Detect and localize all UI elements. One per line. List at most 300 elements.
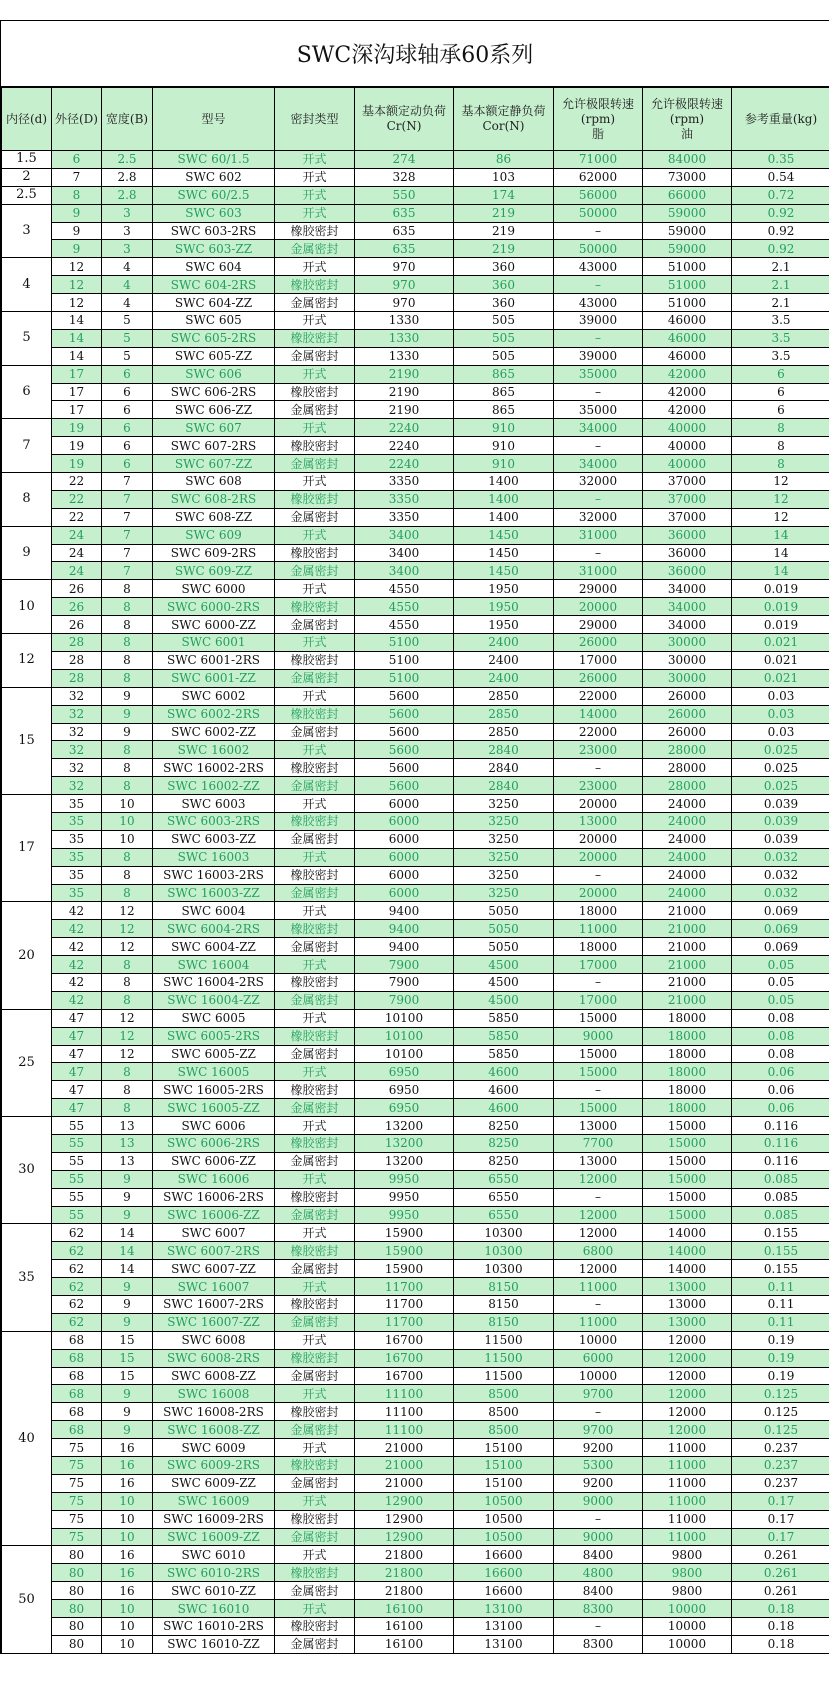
- cell-speed-grease: 20000: [554, 848, 643, 866]
- table-row: [2, 741, 829, 759]
- cell-weight: 0.069: [732, 920, 829, 938]
- table-row: [2, 1027, 829, 1045]
- cell-dynamic-load: 6950: [355, 1063, 454, 1081]
- cell-dynamic-load: 7900: [355, 991, 454, 1009]
- cell-seal-type: 开式: [275, 580, 355, 598]
- cell-seal-type: 开式: [275, 1600, 355, 1618]
- cell-width: 6: [102, 437, 153, 455]
- cell-width: 8: [102, 866, 153, 884]
- cell-weight: 8: [732, 419, 829, 437]
- cell-outer-diameter: 28: [52, 651, 102, 669]
- cell-outer-diameter: 42: [52, 920, 102, 938]
- cell-dynamic-load: 9400: [355, 920, 454, 938]
- cell-model: SWC 609: [153, 526, 275, 544]
- cell-model: SWC 6000-ZZ: [153, 616, 275, 634]
- table-row: [2, 1278, 829, 1296]
- cell-outer-diameter: 68: [52, 1385, 102, 1403]
- cell-seal-type: 开式: [275, 1170, 355, 1188]
- table-row: [2, 1188, 829, 1206]
- table-row: [2, 991, 829, 1009]
- cell-speed-grease: –: [554, 329, 643, 347]
- cell-weight: 0.18: [732, 1618, 829, 1636]
- table-row: [2, 1170, 829, 1188]
- cell-width: 12: [102, 902, 153, 920]
- cell-outer-diameter: 47: [52, 1099, 102, 1117]
- cell-width: 9: [102, 1403, 153, 1421]
- cell-dynamic-load: 12900: [355, 1528, 454, 1546]
- cell-seal-type: 金属密封: [275, 455, 355, 473]
- cell-dynamic-load: 10100: [355, 1045, 454, 1063]
- cell-dynamic-load: 3400: [355, 526, 454, 544]
- cell-weight: 0.92: [732, 222, 829, 240]
- cell-seal-type: 橡胶密封: [275, 1349, 355, 1367]
- table-row: [2, 777, 829, 795]
- cell-speed-grease: 23000: [554, 741, 643, 759]
- cell-seal-type: 金属密封: [275, 1367, 355, 1385]
- cell-static-load: 8250: [454, 1134, 554, 1152]
- spreadsheet: [0, 20, 829, 1654]
- table-row: [2, 151, 829, 169]
- cell-inner-diameter: 35: [2, 1224, 52, 1331]
- cell-speed-grease: 6000: [554, 1349, 643, 1367]
- cell-model: SWC 6010-2RS: [153, 1564, 275, 1582]
- cell-static-load: 10500: [454, 1492, 554, 1510]
- cell-speed-grease: 9700: [554, 1421, 643, 1439]
- cell-dynamic-load: 970: [355, 258, 454, 276]
- cell-weight: 14: [732, 562, 829, 580]
- cell-speed-grease: 29000: [554, 616, 643, 634]
- cell-seal-type: 开式: [275, 795, 355, 813]
- cell-width: 12: [102, 1009, 153, 1027]
- cell-weight: 2.1: [732, 294, 829, 312]
- table-row: [2, 1242, 829, 1260]
- cell-speed-grease: 9000: [554, 1492, 643, 1510]
- cell-outer-diameter: 9: [52, 222, 102, 240]
- table-row: [2, 938, 829, 956]
- table-row: [2, 562, 829, 580]
- cell-width: 8: [102, 1099, 153, 1117]
- cell-model: SWC 6008-ZZ: [153, 1367, 275, 1385]
- table-row: [2, 1421, 829, 1439]
- cell-dynamic-load: 13200: [355, 1117, 454, 1135]
- cell-speed-oil: 21000: [643, 973, 732, 991]
- cell-width: 6: [102, 419, 153, 437]
- cell-seal-type: 金属密封: [275, 1206, 355, 1224]
- cell-outer-diameter: 32: [52, 759, 102, 777]
- cell-static-load: 1400: [454, 473, 554, 491]
- cell-model: SWC 6009-ZZ: [153, 1474, 275, 1492]
- cell-weight: 0.261: [732, 1546, 829, 1564]
- cell-inner-diameter: 9: [2, 526, 52, 580]
- cell-dynamic-load: 12900: [355, 1492, 454, 1510]
- cell-seal-type: 金属密封: [275, 401, 355, 419]
- cell-static-load: 11500: [454, 1367, 554, 1385]
- cell-speed-oil: 18000: [643, 1081, 732, 1099]
- cell-inner-diameter: 50: [2, 1546, 52, 1653]
- cell-inner-diameter: 2: [2, 168, 52, 186]
- bearing-table: [1, 87, 829, 1654]
- cell-static-load: 13100: [454, 1600, 554, 1618]
- cell-width: 8: [102, 884, 153, 902]
- cell-model: SWC 6000: [153, 580, 275, 598]
- cell-model: SWC 604-ZZ: [153, 294, 275, 312]
- cell-model: SWC 16008-2RS: [153, 1403, 275, 1421]
- cell-dynamic-load: 5100: [355, 634, 454, 652]
- cell-model: SWC 6004: [153, 902, 275, 920]
- cell-outer-diameter: 68: [52, 1367, 102, 1385]
- cell-width: 12: [102, 938, 153, 956]
- cell-model: SWC 603-ZZ: [153, 240, 275, 258]
- cell-dynamic-load: 6000: [355, 830, 454, 848]
- cell-weight: 0.116: [732, 1117, 829, 1135]
- cell-width: 8: [102, 956, 153, 974]
- cell-outer-diameter: 32: [52, 777, 102, 795]
- cell-dynamic-load: 6000: [355, 812, 454, 830]
- cell-inner-diameter: 25: [2, 1009, 52, 1116]
- header-outer-diameter: 外径(D): [52, 88, 102, 151]
- cell-speed-grease: 15000: [554, 1063, 643, 1081]
- cell-seal-type: 开式: [275, 1331, 355, 1349]
- cell-width: 16: [102, 1564, 153, 1582]
- cell-seal-type: 开式: [275, 365, 355, 383]
- cell-outer-diameter: 47: [52, 1045, 102, 1063]
- cell-speed-oil: 11000: [643, 1457, 732, 1475]
- cell-weight: 3.5: [732, 312, 829, 330]
- cell-static-load: 1950: [454, 598, 554, 616]
- header-weight: 参考重量(kg): [732, 88, 829, 151]
- cell-speed-grease: 13000: [554, 1117, 643, 1135]
- cell-outer-diameter: 28: [52, 634, 102, 652]
- cell-speed-oil: 21000: [643, 991, 732, 1009]
- cell-speed-oil: 24000: [643, 812, 732, 830]
- cell-weight: 0.237: [732, 1474, 829, 1492]
- cell-model: SWC 608: [153, 473, 275, 491]
- cell-speed-grease: –: [554, 1403, 643, 1421]
- cell-static-load: 10500: [454, 1510, 554, 1528]
- cell-outer-diameter: 68: [52, 1349, 102, 1367]
- cell-outer-diameter: 35: [52, 866, 102, 884]
- cell-weight: 0.021: [732, 669, 829, 687]
- cell-model: SWC 16010: [153, 1600, 275, 1618]
- cell-outer-diameter: 55: [52, 1152, 102, 1170]
- table-row: [2, 1403, 829, 1421]
- cell-seal-type: 金属密封: [275, 240, 355, 258]
- cell-dynamic-load: 2240: [355, 455, 454, 473]
- cell-speed-oil: 15000: [643, 1117, 732, 1135]
- table-row: [2, 276, 829, 294]
- cell-model: SWC 6002-ZZ: [153, 723, 275, 741]
- cell-speed-oil: 40000: [643, 455, 732, 473]
- cell-speed-grease: 6800: [554, 1242, 643, 1260]
- cell-speed-grease: 26000: [554, 669, 643, 687]
- cell-speed-oil: 12000: [643, 1349, 732, 1367]
- cell-model: SWC 6009: [153, 1439, 275, 1457]
- cell-outer-diameter: 6: [52, 151, 102, 169]
- cell-outer-diameter: 47: [52, 1081, 102, 1099]
- cell-weight: 0.039: [732, 830, 829, 848]
- cell-width: 10: [102, 812, 153, 830]
- cell-seal-type: 开式: [275, 1278, 355, 1296]
- header-seal-type: 密封类型: [275, 88, 355, 151]
- cell-weight: 0.261: [732, 1564, 829, 1582]
- cell-model: SWC 6008-2RS: [153, 1349, 275, 1367]
- cell-seal-type: 橡胶密封: [275, 1027, 355, 1045]
- cell-dynamic-load: 13200: [355, 1152, 454, 1170]
- cell-speed-grease: 13000: [554, 812, 643, 830]
- cell-outer-diameter: 12: [52, 294, 102, 312]
- cell-dynamic-load: 9400: [355, 902, 454, 920]
- cell-seal-type: 开式: [275, 473, 355, 491]
- cell-static-load: 4600: [454, 1063, 554, 1081]
- cell-dynamic-load: 5600: [355, 741, 454, 759]
- cell-speed-grease: 39000: [554, 347, 643, 365]
- cell-weight: 3.5: [732, 347, 829, 365]
- cell-static-load: 4500: [454, 973, 554, 991]
- cell-weight: 0.08: [732, 1045, 829, 1063]
- cell-model: SWC 607-ZZ: [153, 455, 275, 473]
- cell-speed-grease: 15000: [554, 1099, 643, 1117]
- cell-speed-oil: 21000: [643, 938, 732, 956]
- cell-seal-type: 开式: [275, 1492, 355, 1510]
- cell-dynamic-load: 970: [355, 276, 454, 294]
- table-row: [2, 1582, 829, 1600]
- cell-speed-grease: –: [554, 1188, 643, 1206]
- cell-weight: 0.19: [732, 1349, 829, 1367]
- cell-dynamic-load: 9950: [355, 1188, 454, 1206]
- cell-width: 8: [102, 598, 153, 616]
- cell-width: 9: [102, 1313, 153, 1331]
- cell-dynamic-load: 16100: [355, 1635, 454, 1653]
- cell-width: 8: [102, 741, 153, 759]
- cell-static-load: 2400: [454, 634, 554, 652]
- cell-model: SWC 16006-2RS: [153, 1188, 275, 1206]
- cell-inner-diameter: 5: [2, 312, 52, 366]
- cell-width: 8: [102, 1063, 153, 1081]
- cell-model: SWC 16006-ZZ: [153, 1206, 275, 1224]
- cell-speed-oil: 12000: [643, 1331, 732, 1349]
- cell-weight: 0.72: [732, 186, 829, 204]
- table-row: [2, 258, 829, 276]
- cell-speed-grease: 9700: [554, 1385, 643, 1403]
- cell-speed-oil: 36000: [643, 526, 732, 544]
- table-row: [2, 526, 829, 544]
- cell-model: SWC 16004-2RS: [153, 973, 275, 991]
- cell-weight: 2.1: [732, 276, 829, 294]
- cell-dynamic-load: 21000: [355, 1457, 454, 1475]
- cell-speed-grease: 12000: [554, 1224, 643, 1242]
- cell-dynamic-load: 21800: [355, 1546, 454, 1564]
- cell-width: 9: [102, 1278, 153, 1296]
- header-row: [2, 88, 829, 151]
- cell-width: 6: [102, 383, 153, 401]
- cell-dynamic-load: 7900: [355, 956, 454, 974]
- table-row: [2, 759, 829, 777]
- cell-dynamic-load: 635: [355, 240, 454, 258]
- cell-speed-oil: 14000: [643, 1260, 732, 1278]
- cell-static-load: 13100: [454, 1635, 554, 1653]
- cell-dynamic-load: 16100: [355, 1600, 454, 1618]
- cell-outer-diameter: 47: [52, 1063, 102, 1081]
- cell-seal-type: 橡胶密封: [275, 1618, 355, 1636]
- cell-weight: 0.116: [732, 1152, 829, 1170]
- cell-dynamic-load: 2190: [355, 383, 454, 401]
- cell-weight: 0.18: [732, 1635, 829, 1653]
- cell-width: 16: [102, 1546, 153, 1564]
- table-row: [2, 1600, 829, 1618]
- cell-seal-type: 开式: [275, 419, 355, 437]
- cell-model: SWC 6006-ZZ: [153, 1152, 275, 1170]
- cell-speed-grease: 12000: [554, 1260, 643, 1278]
- table-row: [2, 508, 829, 526]
- cell-speed-oil: 11000: [643, 1528, 732, 1546]
- cell-weight: 0.19: [732, 1331, 829, 1349]
- cell-speed-oil: 18000: [643, 1063, 732, 1081]
- cell-dynamic-load: 21800: [355, 1582, 454, 1600]
- cell-model: SWC 6010-ZZ: [153, 1582, 275, 1600]
- cell-dynamic-load: 6950: [355, 1099, 454, 1117]
- cell-seal-type: 金属密封: [275, 347, 355, 365]
- cell-speed-grease: 34000: [554, 455, 643, 473]
- cell-weight: 0.03: [732, 723, 829, 741]
- cell-speed-grease: –: [554, 1296, 643, 1314]
- cell-seal-type: 橡胶密封: [275, 1296, 355, 1314]
- cell-static-load: 2400: [454, 669, 554, 687]
- cell-weight: 0.019: [732, 616, 829, 634]
- cell-weight: 0.019: [732, 580, 829, 598]
- cell-weight: 0.237: [732, 1457, 829, 1475]
- cell-speed-grease: –: [554, 1081, 643, 1099]
- cell-weight: 0.032: [732, 884, 829, 902]
- cell-model: SWC 606: [153, 365, 275, 383]
- cell-model: SWC 6003-2RS: [153, 812, 275, 830]
- cell-static-load: 865: [454, 365, 554, 383]
- cell-seal-type: 金属密封: [275, 991, 355, 1009]
- cell-speed-oil: 10000: [643, 1600, 732, 1618]
- cell-speed-oil: 15000: [643, 1170, 732, 1188]
- cell-width: 9: [102, 1188, 153, 1206]
- cell-static-load: 6550: [454, 1188, 554, 1206]
- table-row: [2, 902, 829, 920]
- cell-dynamic-load: 11700: [355, 1296, 454, 1314]
- cell-dynamic-load: 9950: [355, 1170, 454, 1188]
- cell-width: 7: [102, 490, 153, 508]
- cell-model: SWC 605-2RS: [153, 329, 275, 347]
- cell-width: 8: [102, 634, 153, 652]
- cell-width: 16: [102, 1457, 153, 1475]
- cell-weight: 0.06: [732, 1063, 829, 1081]
- cell-static-load: 103: [454, 168, 554, 186]
- cell-seal-type: 金属密封: [275, 830, 355, 848]
- cell-weight: 14: [732, 544, 829, 562]
- cell-weight: 0.17: [732, 1492, 829, 1510]
- cell-model: SWC 16007: [153, 1278, 275, 1296]
- cell-static-load: 910: [454, 437, 554, 455]
- cell-speed-grease: 23000: [554, 777, 643, 795]
- cell-speed-oil: 30000: [643, 669, 732, 687]
- cell-speed-grease: 5300: [554, 1457, 643, 1475]
- cell-outer-diameter: 19: [52, 419, 102, 437]
- cell-speed-grease: 9000: [554, 1027, 643, 1045]
- cell-speed-oil: 36000: [643, 562, 732, 580]
- cell-speed-oil: 59000: [643, 222, 732, 240]
- cell-speed-oil: 15000: [643, 1206, 732, 1224]
- cell-dynamic-load: 21800: [355, 1564, 454, 1582]
- cell-model: SWC 6006-2RS: [153, 1134, 275, 1152]
- cell-outer-diameter: 55: [52, 1188, 102, 1206]
- cell-dynamic-load: 15900: [355, 1260, 454, 1278]
- cell-speed-oil: 51000: [643, 276, 732, 294]
- cell-dynamic-load: 550: [355, 186, 454, 204]
- cell-dynamic-load: 9950: [355, 1206, 454, 1224]
- cell-dynamic-load: 16700: [355, 1331, 454, 1349]
- cell-static-load: 3250: [454, 812, 554, 830]
- cell-dynamic-load: 2240: [355, 419, 454, 437]
- cell-seal-type: 橡胶密封: [275, 329, 355, 347]
- cell-speed-oil: 12000: [643, 1385, 732, 1403]
- cell-dynamic-load: 1330: [355, 347, 454, 365]
- cell-inner-diameter: 3: [2, 204, 52, 258]
- cell-speed-oil: 24000: [643, 866, 732, 884]
- cell-width: 8: [102, 973, 153, 991]
- cell-speed-grease: –: [554, 276, 643, 294]
- table-row: [2, 830, 829, 848]
- cell-speed-grease: 13000: [554, 1152, 643, 1170]
- cell-speed-grease: 17000: [554, 651, 643, 669]
- cell-outer-diameter: 24: [52, 526, 102, 544]
- cell-seal-type: 金属密封: [275, 1313, 355, 1331]
- cell-width: 10: [102, 1528, 153, 1546]
- cell-seal-type: 橡胶密封: [275, 1134, 355, 1152]
- cell-speed-grease: 43000: [554, 294, 643, 312]
- cell-model: SWC 60/2.5: [153, 186, 275, 204]
- cell-weight: 0.08: [732, 1027, 829, 1045]
- cell-seal-type: 金属密封: [275, 294, 355, 312]
- cell-weight: 0.069: [732, 938, 829, 956]
- cell-model: SWC 16006: [153, 1170, 275, 1188]
- cell-speed-oil: 21000: [643, 920, 732, 938]
- cell-dynamic-load: 11700: [355, 1278, 454, 1296]
- cell-model: SWC 16007-2RS: [153, 1296, 275, 1314]
- cell-model: SWC 602: [153, 168, 275, 186]
- cell-outer-diameter: 55: [52, 1117, 102, 1135]
- cell-width: 6: [102, 455, 153, 473]
- cell-width: 10: [102, 1600, 153, 1618]
- cell-speed-grease: 62000: [554, 168, 643, 186]
- cell-inner-diameter: 17: [2, 795, 52, 902]
- cell-static-load: 5850: [454, 1027, 554, 1045]
- cell-speed-grease: 31000: [554, 562, 643, 580]
- cell-dynamic-load: 3350: [355, 490, 454, 508]
- cell-seal-type: 开式: [275, 258, 355, 276]
- cell-weight: 0.05: [732, 991, 829, 1009]
- cell-static-load: 1450: [454, 544, 554, 562]
- cell-weight: 0.021: [732, 634, 829, 652]
- cell-speed-grease: –: [554, 222, 643, 240]
- table-row: [2, 329, 829, 347]
- cell-width: 2.5: [102, 151, 153, 169]
- cell-inner-diameter: 40: [2, 1331, 52, 1546]
- cell-outer-diameter: 47: [52, 1009, 102, 1027]
- cell-static-load: 6550: [454, 1170, 554, 1188]
- table-row: [2, 473, 829, 491]
- cell-speed-grease: 17000: [554, 956, 643, 974]
- cell-speed-oil: 26000: [643, 705, 732, 723]
- cell-speed-grease: 4800: [554, 1564, 643, 1582]
- cell-dynamic-load: 4550: [355, 580, 454, 598]
- cell-speed-oil: 9800: [643, 1564, 732, 1582]
- cell-weight: 0.116: [732, 1134, 829, 1152]
- cell-outer-diameter: 8: [52, 186, 102, 204]
